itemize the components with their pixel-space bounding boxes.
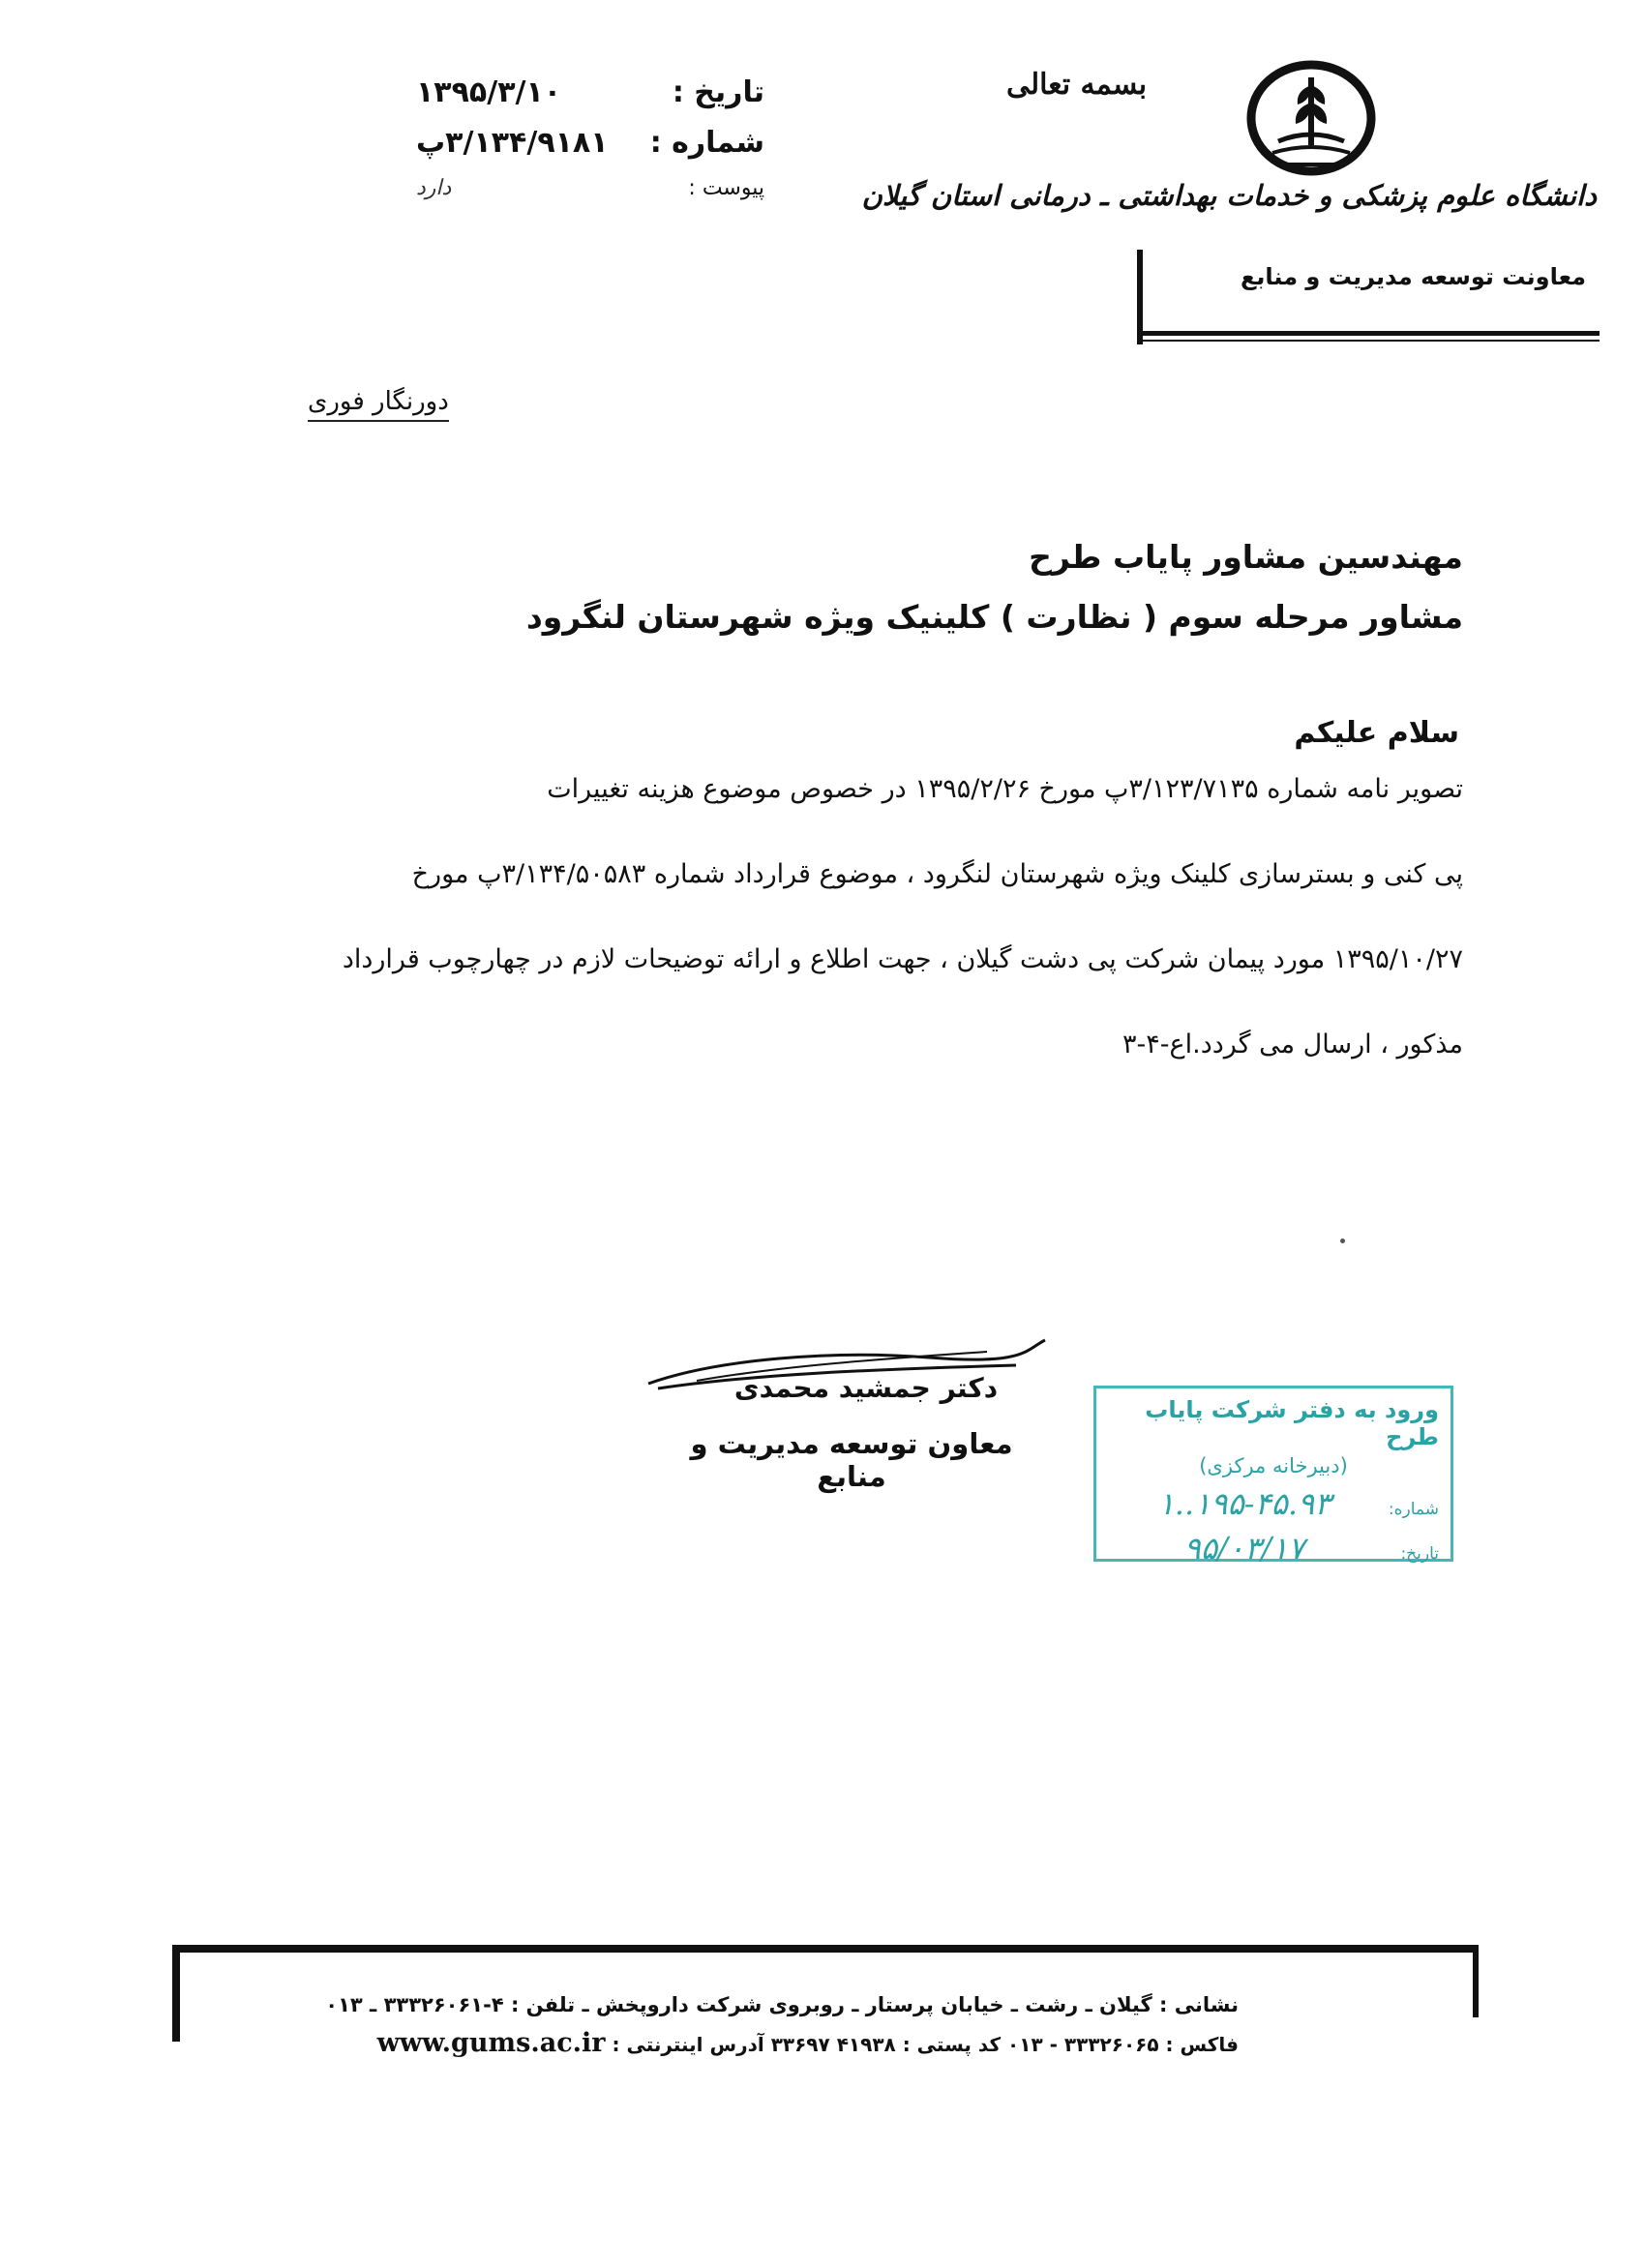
attachment-row	[416, 176, 764, 215]
stamp-date-value: ۹۵/۰۳/۱۷	[1183, 1530, 1305, 1567]
besmellah: بسمه تعالی	[1006, 68, 1148, 102]
body-line-3: ۱۳۹۵/۱۰/۲۷ مورد پیمان شرکت پی دشت گیلان ، جهت اطلاع و ارائه توضیحات لازم در چهارچوب قرارداد	[342, 944, 1463, 974]
frame-divider	[172, 1945, 180, 2042]
footer-website-link[interactable]: www.gums.ac.ir	[376, 2028, 606, 2058]
number-value: ۳/۱۳۴/۹۱۸۱پ	[416, 126, 609, 160]
footer-fax-postal	[376, 2028, 1239, 2058]
body-line-2: پی کنی و بسترسازی کلینک ویژه شهرستان لنگرود ، موضوع قرارداد شماره ۳/۱۳۴/۵۰۵۸۳پ مورخ	[411, 859, 1463, 889]
stamp-title: ورود به دفتر شرکت پایاب طرح	[1145, 1396, 1439, 1450]
date-value: ۱۳۹۵/۳/۱۰	[416, 75, 562, 109]
frame-divider	[1137, 331, 1600, 336]
body-line-4: مذکور ، ارسال می گردد.ا‌ع-۴-۳	[1122, 1030, 1463, 1059]
number-row	[416, 126, 764, 176]
signatory-title: معاون توسعه مدیریت و منابع	[690, 1427, 1013, 1493]
university-name: دانشگاه علوم پزشکی و خدمات بهداشتی ـ درمانی استان گیلان	[861, 179, 1597, 212]
recipient	[399, 527, 1463, 647]
signatory-name: دکتر جمشید محمدی	[733, 1372, 999, 1404]
date-row	[416, 75, 764, 126]
ink-dot	[1340, 1238, 1345, 1243]
department-name: معاونت توسعه مدیریت و منابع	[1240, 263, 1586, 290]
letter-meta	[416, 75, 764, 215]
urgency-note: دورنگار فوری	[308, 387, 449, 422]
frame-divider	[172, 1945, 1479, 1953]
body-line-1: تصویر نامه شماره ۳/۱۲۳/۷۱۳۵پ مورخ ۱۳۹۵/۲/۲۶ در خصوص موضوع هزینه تغییرات	[547, 774, 1463, 804]
university-logo	[1243, 58, 1379, 184]
recipient-line-1: مهندسین مشاور پایاب طرح	[1029, 538, 1463, 576]
stamp-subtitle: (دبیرخانه مرکزی)	[1199, 1454, 1348, 1477]
greeting: سلام علیکم	[1294, 716, 1459, 750]
number-label: شماره :	[649, 126, 764, 160]
attachment-label: پیوست :	[688, 176, 764, 200]
stamp-date-label: تاریخ:	[1400, 1544, 1439, 1564]
letter-body	[302, 747, 1463, 1088]
frame-divider	[1473, 1945, 1479, 2017]
footer-fax-text: فاکس : ۳۳۳۲۶۰۶۵ - ۰۱۳ کد پستی : ۴۱۹۳۸ ۳۳۶۹۷ آدرس اینترنتی :	[612, 2033, 1239, 2056]
department-frame	[1137, 250, 1600, 344]
footer-contact	[325, 1993, 1239, 2058]
frame-divider	[1137, 340, 1600, 342]
stamp-date-row	[1108, 1530, 1439, 1567]
stamp-number-row	[1108, 1485, 1439, 1522]
stamp-number-value: ۱..۱۹۵-۴۵.۹۳	[1157, 1485, 1331, 1522]
receipt-stamp	[1093, 1386, 1453, 1567]
recipient-line-2: مشاور مرحله سوم ( نظارت ) کلینیک ویژه شهرستان لنگرود	[525, 598, 1463, 636]
footer-address: نشانی : گیلان ـ رشت ـ خیابان پرستار ـ روبروی شرکت داروپخش ـ تلفن : ۴-۳۳۳۲۶۰۶۱ ـ ۰۱۳	[325, 1993, 1239, 2016]
stamp-number-label: شماره:	[1388, 1500, 1439, 1519]
date-label: تاریخ :	[672, 75, 764, 109]
attachment-value: دارد	[416, 176, 452, 200]
